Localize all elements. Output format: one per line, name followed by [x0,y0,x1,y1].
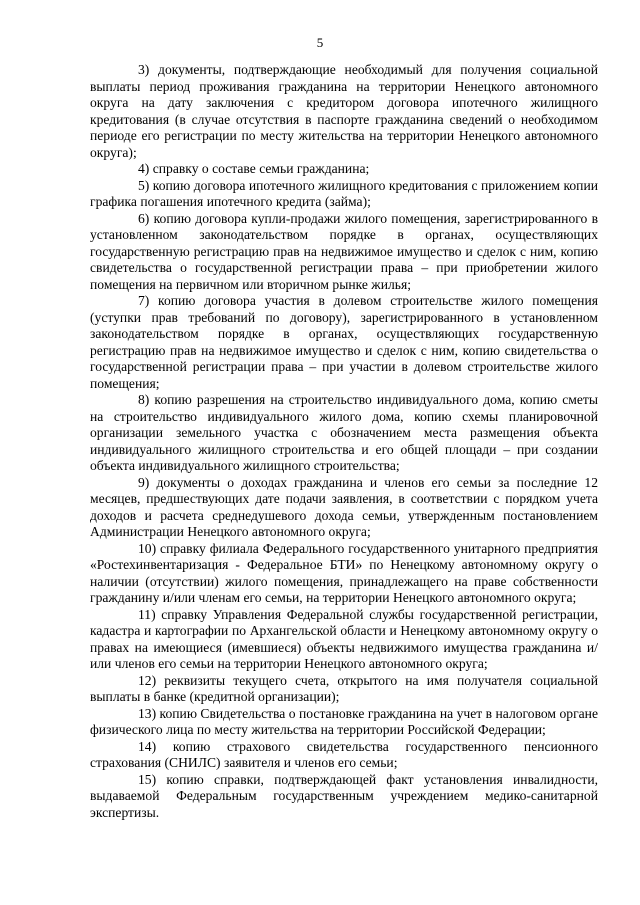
list-item-15: 15) копию справки, подтверждающей факт установления инвалидности, выдаваемой Федеральным государственным учреждением медико-санитарной экспертизы. [90,771,598,820]
list-item-5: 5) копию договора ипотечного жилищного кредитования с приложением копии графика погашения ипотечного кредита (займа); [90,177,598,209]
document-body [90,62,598,821]
list-item-12: 12) реквизиты текущего счета, открытого на имя получателя социальной выплаты в банке (кредитной организации); [90,672,598,704]
list-item-11: 11) справку Управления Федеральной службы государственной регистрации, кадастра и картографии по Архангельской области и Ненецкому автономному округу о правах на имеющиеся (имевшиеся) объекты недвижимого имущества гражданина и/или членов его семьи на территории Ненецкого автономного округа; [90,606,598,671]
list-item-9: 9) документы о доходах гражданина и членов его семьи за последние 12 месяцев, предшествующих дате подачи заявления, в соответствии с порядком учета доходов и расчета среднедушевого дохода семьи, утвержденным постановлением Администрации Ненецкого автономного округа; [90,474,598,539]
list-item-8: 8) копию разрешения на строительство индивидуального дома, копию сметы на строительство индивидуального жилого дома, копию схемы планировочной организации земельного участка с обозначением места размещения объекта индивидуального жилищного строительства и его общей площади – при создании объекта индивидуального жилищного строительства; [90,392,598,473]
list-item-13: 13) копию Свидетельства о постановке гражданина на учет в налоговом органе физического лица по месту жительства на территории Российской Федерации; [90,705,598,737]
list-item-3: 3) документы, подтверждающие необходимый для получения социальной выплаты период проживания гражданина на территории Ненецкого автономного округа на дату заключения с кредитором договора ипотечного жилищного кредитования (в случае отсутствия в паспорте гражданина сведений о необходимом периоде его регистрации по месту жительства на территории Ненецкого автономного округа); [90,62,598,160]
list-item-10: 10) справку филиала Федерального государственного унитарного предприятия «Ростехинвентаризация - Федеральное БТИ» по Ненецкому автономному округу о наличии (отсутствии) жилого помещения, принадлежащего на праве собственности гражданину и/или членам его семьи, на территории Ненецкого автономного округа; [90,540,598,605]
list-item-14: 14) копию страхового свидетельства государственного пенсионного страхования (СНИЛС) заявителя и членов его семьи; [90,738,598,770]
list-item-6: 6) копию договора купли-продажи жилого помещения, зарегистрированного в установленном законодательством порядке в органах, осуществляющих государственную регистрацию прав на недвижимое имущество и сделок с ним, копию свидетельства о государственной регистрации права – при приобретении жилого помещения на первичном или вторичном рынке жилья; [90,210,598,292]
list-item-4: 4) справку о составе семьи гражданина; [138,161,370,176]
page-number: 5 [316,35,324,50]
list-item-7: 7) копию договора участия в долевом строительстве жилого помещения (уступки прав требований по договору), зарегистрированного в установленном законодательством порядке в органах, осуществляющих государственную регистрацию прав на недвижимое имущество и сделок с ним, копию свидетельства о государственной регистрации права – при участии в долевом строительстве жилого помещения; [90,293,598,391]
